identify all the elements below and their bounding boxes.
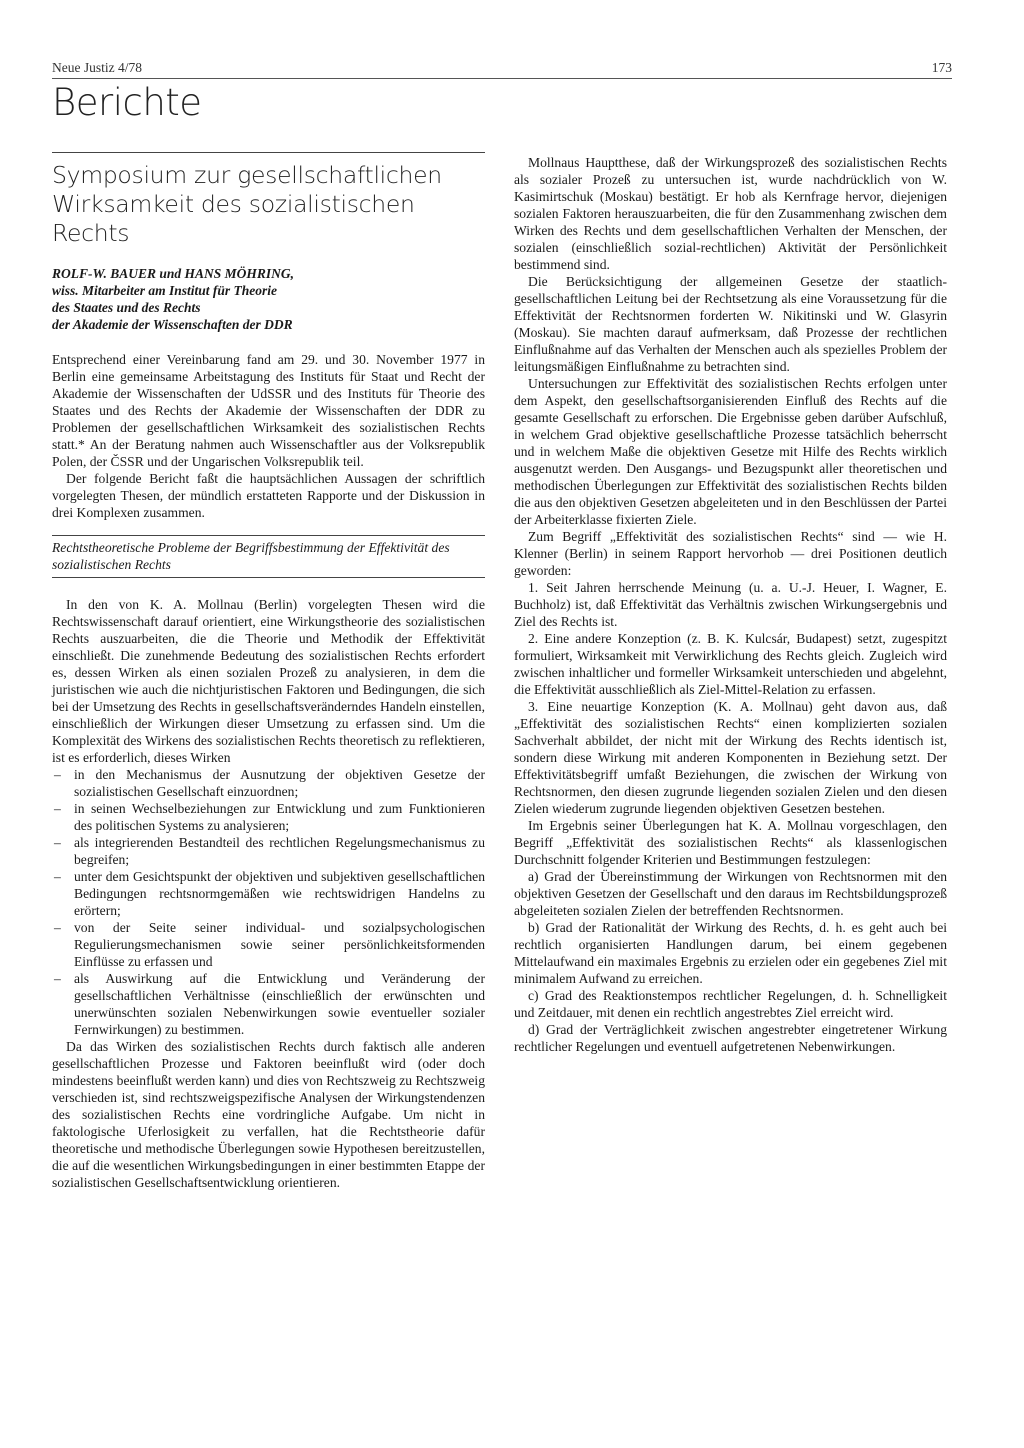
- page: [52, 60, 952, 1190]
- right-paragraph: c) Grad des Reaktionstempos rechtlicher Regelungen, d. h. Schnelligkeit und Zeitdauer, mit denen ein rechtlich angestrebtes Ziel erreicht wird.: [514, 988, 947, 1020]
- affiliation-line-2: des Staates und des Rechts: [52, 300, 201, 315]
- dash-list-item: – unter dem Gesichtspunkt der objektiven und subjektiven gesellschaftlichen Bedingungen rechtsnormgemäßen wie rechtswidrigen Handelns zu erörtern;: [52, 868, 485, 919]
- affiliation-line-1: wiss. Mitarbeiter am Institut für Theorie: [52, 283, 278, 298]
- right-paragraph: Im Ergebnis seiner Überlegungen hat K. A. Mollnau vorgeschlagen, den Begriff „Effektivität des sozialistischen Rechts“ als klassenlogischen Durchschnitt folgender Kriterien und Bestimmungen festzulegen:: [514, 818, 947, 867]
- dash-list-item: – in den Mechanismus der Ausnutzung der objektiven Gesetze der sozialistischen Gesellschaft einzuordnen;: [52, 766, 485, 800]
- author-block: [52, 265, 485, 333]
- subheading: Rechtstheoretische Probleme der Begriffsbestimmung der Effektivität des sozialistischen Rechts: [52, 535, 485, 578]
- running-head: [52, 60, 952, 79]
- body-paragraph-3: In den von K. A. Mollnau (Berlin) vorgelegten Thesen wird die Rechtswissenschaft darauf orientiert, eine Wirkungstheorie des sozialistischen Rechts auszuarbeiten, die die Theorie und Methodik der Effektivität einschließt. Die zunehmende Bedeutung des sozialistischen Rechts erfordert es, dessen Wirken als einen sozialen Prozeß zu analysieren, in dem die juristischen wie auch die nichtjuristischen Faktoren und Bedingungen, die sich bei der Umsetzung des Rechts in gesellschaftsveränderndes Handeln einstellen, einschließlich der Wirkungen dieser Umsetzung zu erfassen sind. Um die Komplexität des Wirkens des sozialistischen Rechts theoretisch zu reflektieren, ist es erforderlich, dieses Wirken: [52, 597, 485, 765]
- dash-list-item: – als Auswirkung auf die Entwicklung und Veränderung der gesellschaftlichen Verhältnisse (einschließlich der erwünschten und unerwünschten sozialen Nebenwirkungen sowie eventueller sozialer Fernwirkungen) zu bestimmen.: [52, 970, 485, 1038]
- affiliation-line-3: der Akademie der Wissenschaften der DDR: [52, 317, 293, 332]
- right-paragraph: b) Grad der Rationalität der Wirkung des Rechts, d. h. es geht auch bei rechtlich organisierten Handlungen darum, bei einem gegebenen Mittelaufwand ein maximales Ergebnis zu erzielen oder ein gegebenes Ziel mit minimalem Aufwand zu erreichen.: [514, 920, 947, 986]
- right-paragraph: Zum Begriff „Effektivität des sozialistischen Rechts“ sind — wie H. Klenner (Berlin) in seinem Rapport hervorhob — drei Positionen deutlich geworden:: [514, 529, 947, 578]
- title-rule: [52, 152, 485, 153]
- authors: ROLF-W. BAUER und HANS MÖHRING,: [52, 266, 295, 281]
- right-paragraph: Untersuchungen zur Effektivität des sozialistischen Rechts erfolgen unter dem Aspekt, den gesellschaftsorganisierenden Einfluß des Rechts auf die gesamte Gesellschaft zu erforschen. Die Ergebnisse geben darüber Aufschluß, in welchem Grad objektive gesellschaftliche Prozesse tatsächlich beherrscht und in welchem Maße die objektiven Gesetze mit Hilfe des Rechts wirklich ausgenutzt werden. Den Ausgangs- und Bezugspunkt aller theoretischen und methodischen Überlegungen zur Effektivität des sozialistischen Rechts bilden die aus den objektiven Gesetzen abgeleiteten und in den Beschlüssen der Partei der Arbeiterklasse fixierten Ziele.: [514, 376, 947, 527]
- dash-list: [52, 766, 485, 1038]
- right-paragraph: a) Grad der Übereinstimmung der Wirkungen von Rechtsnormen mit den objektiven Gesetzen der Gesellschaft und den daraus im Rechtsbildungsprozeß abgeleiteten sozialen Zielen der betreffenden Rechtsnormen.: [514, 869, 947, 918]
- right-paragraph: Die Berücksichtigung der allgemeinen Gesetze der staatlich-gesellschaftlichen Leitung bei der Rechtsetzung als eine Voraussetzung für die Effektivität der Rechtsnormen forderten W. Nikitinski und W. Glasyrin (Moskau). Sie machten darauf aufmerksam, daß Prozesse der rechtlichen Einflußnahme auf das Verhalten der Menschen auch als spezielles Problem der leitungsmäßigen Einflußnahme zu betrachten sind.: [514, 274, 947, 374]
- right-paragraph: 3. Eine neuartige Konzeption (K. A. Mollnau) geht davon aus, daß „Effektivität des sozialistischen Rechts“ einen komplizierten sozialen Sachverhalt abbildet, der nicht mit der Wirkung des Rechts identisch ist, sondern diese Wirkung mit anderen Komponenten in Beziehung setzt. Der Effektivitätsbegriff umfaßt Beziehungen, die zwischen der Wirkung von Rechtsnormen, den diesen zugrunde liegenden sozialen Zielen und den diesen Zielen wiederum zugrunde liegenden objektiven Gesetzen bestehen.: [514, 699, 947, 816]
- dash-list-item: – als integrierenden Bestandteil des rechtlichen Regelungsmechanismus zu begreifen;: [52, 834, 485, 868]
- body-paragraph-4: Da das Wirken des sozialistischen Rechts durch faktisch alle anderen gesellschaftlichen Prozesse und Faktoren beeinflußt wird (oder doch mindestens beeinflußt werden kann) und dies von Rechtszweig zu Rechtszweig verschieden ist, sind rechtszweigspezifische Analysen der Wirkungstendenzen des sozialistischen Rechts eine vordringliche Aufgabe. Um nicht in faktologische Uferlosigkeit zu verfallen, hat die Rechtstheorie dafür theoretische und methodische Überlegungen sowie Hypothesen bereitzustellen, die auf die wesentlichen Wirkungsbedingungen in einer bestimmten Etappe der sozialistischen Gesellschaftsentwicklung orientieren.: [52, 1039, 485, 1190]
- intro-paragraph-2: Der folgende Bericht faßt die hauptsächlichen Aussagen der schriftlich vorgelegten Thesen, der mündlich erstatteten Rapporte und der Diskussion in drei Komplexen zusammen.: [52, 471, 485, 520]
- title-line-2: Wirksamkeit des sozialistischen Rechts: [52, 190, 415, 247]
- page-number: 173: [931, 60, 952, 75]
- intro-paragraph-1: Entsprechend einer Vereinbarung fand am 29. und 30. November 1977 in Berlin eine gemeinsame Arbeitstagung des Instituts für Staat und Recht der Akademie der Wissenschaften der UdSSR und des Instituts für Theorie des Staates und des Rechts der Akademie der Wissenschaften der DDR zu Problemen der gesellschaftlichen Wirksamkeit des sozialistischen Rechts statt.* An der Beratung nahmen auch Wissenschaftler aus der Volksrepublik Polen, der ČSSR und der Ungarischen Volksrepublik teil.: [52, 352, 485, 469]
- journal-issue: Neue Justiz 4/78: [52, 60, 142, 75]
- article-title: [52, 161, 485, 248]
- right-paragraph: 1. Seit Jahren herrschende Meinung (u. a. U.-J. Heuer, I. Wagner, E. Buchholz) ist, daß Effektivität das Verhältnis zwischen Wirkungsergebnis und Ziel des Rechts ist.: [514, 580, 947, 629]
- title-line-1: Symposium zur gesellschaftlichen: [52, 161, 442, 189]
- right-paragraph: Mollnaus Hauptthese, daß der Wirkungsprozeß des sozialistischen Rechts als sozialer Prozeß zu untersuchen ist, wurde nachdrücklich von W. Kasimirtschuk (Moskau) bestätigt. Er hob als Kernfrage hervor, diejenigen sozialen Faktoren herauszuarbeiten, die für den Zusammenhang zwischen dem Wirken des Rechts und dem gesellschaftlichen Verhalten der Menschen, der sozialen (einschließlich sozial-rechtlichen) Aktivität der Persönlichkeit bestimmend sind.: [514, 155, 947, 272]
- left-column: [52, 152, 485, 1191]
- dash-list-item: – von der Seite seiner individual- und sozialpsychologischen Regulierungsmechanismen sowie seiner persönlichkeitsformenden Einflüsse zu erfassen und: [52, 919, 485, 970]
- right-column: [514, 154, 947, 1055]
- dash-list-item: – in seinen Wechselbeziehungen zur Entwicklung und zum Funktionieren des politischen Systems zu analysieren;: [52, 800, 485, 834]
- section-title: Berichte: [52, 81, 202, 124]
- spacer: [52, 333, 485, 351]
- right-paragraph: d) Grad der Verträglichkeit zwischen angestrebter eingetretener Wirkung rechtlicher Regelungen und eventuell aufgetretenen Nebenwirkungen.: [514, 1022, 947, 1054]
- right-paragraph: 2. Eine andere Konzeption (z. B. K. Kulcsár, Budapest) setzt, zugespitzt formuliert, Wirksamkeit mit Verwirklichung des Rechts gleich. Zugleich wird zwischen inhaltlicher und formeller Wirksamkeit unterschieden und abgelehnt, die Effektivität ausschließlich als Ziel-Mittel-Relation zu erfassen.: [514, 631, 947, 697]
